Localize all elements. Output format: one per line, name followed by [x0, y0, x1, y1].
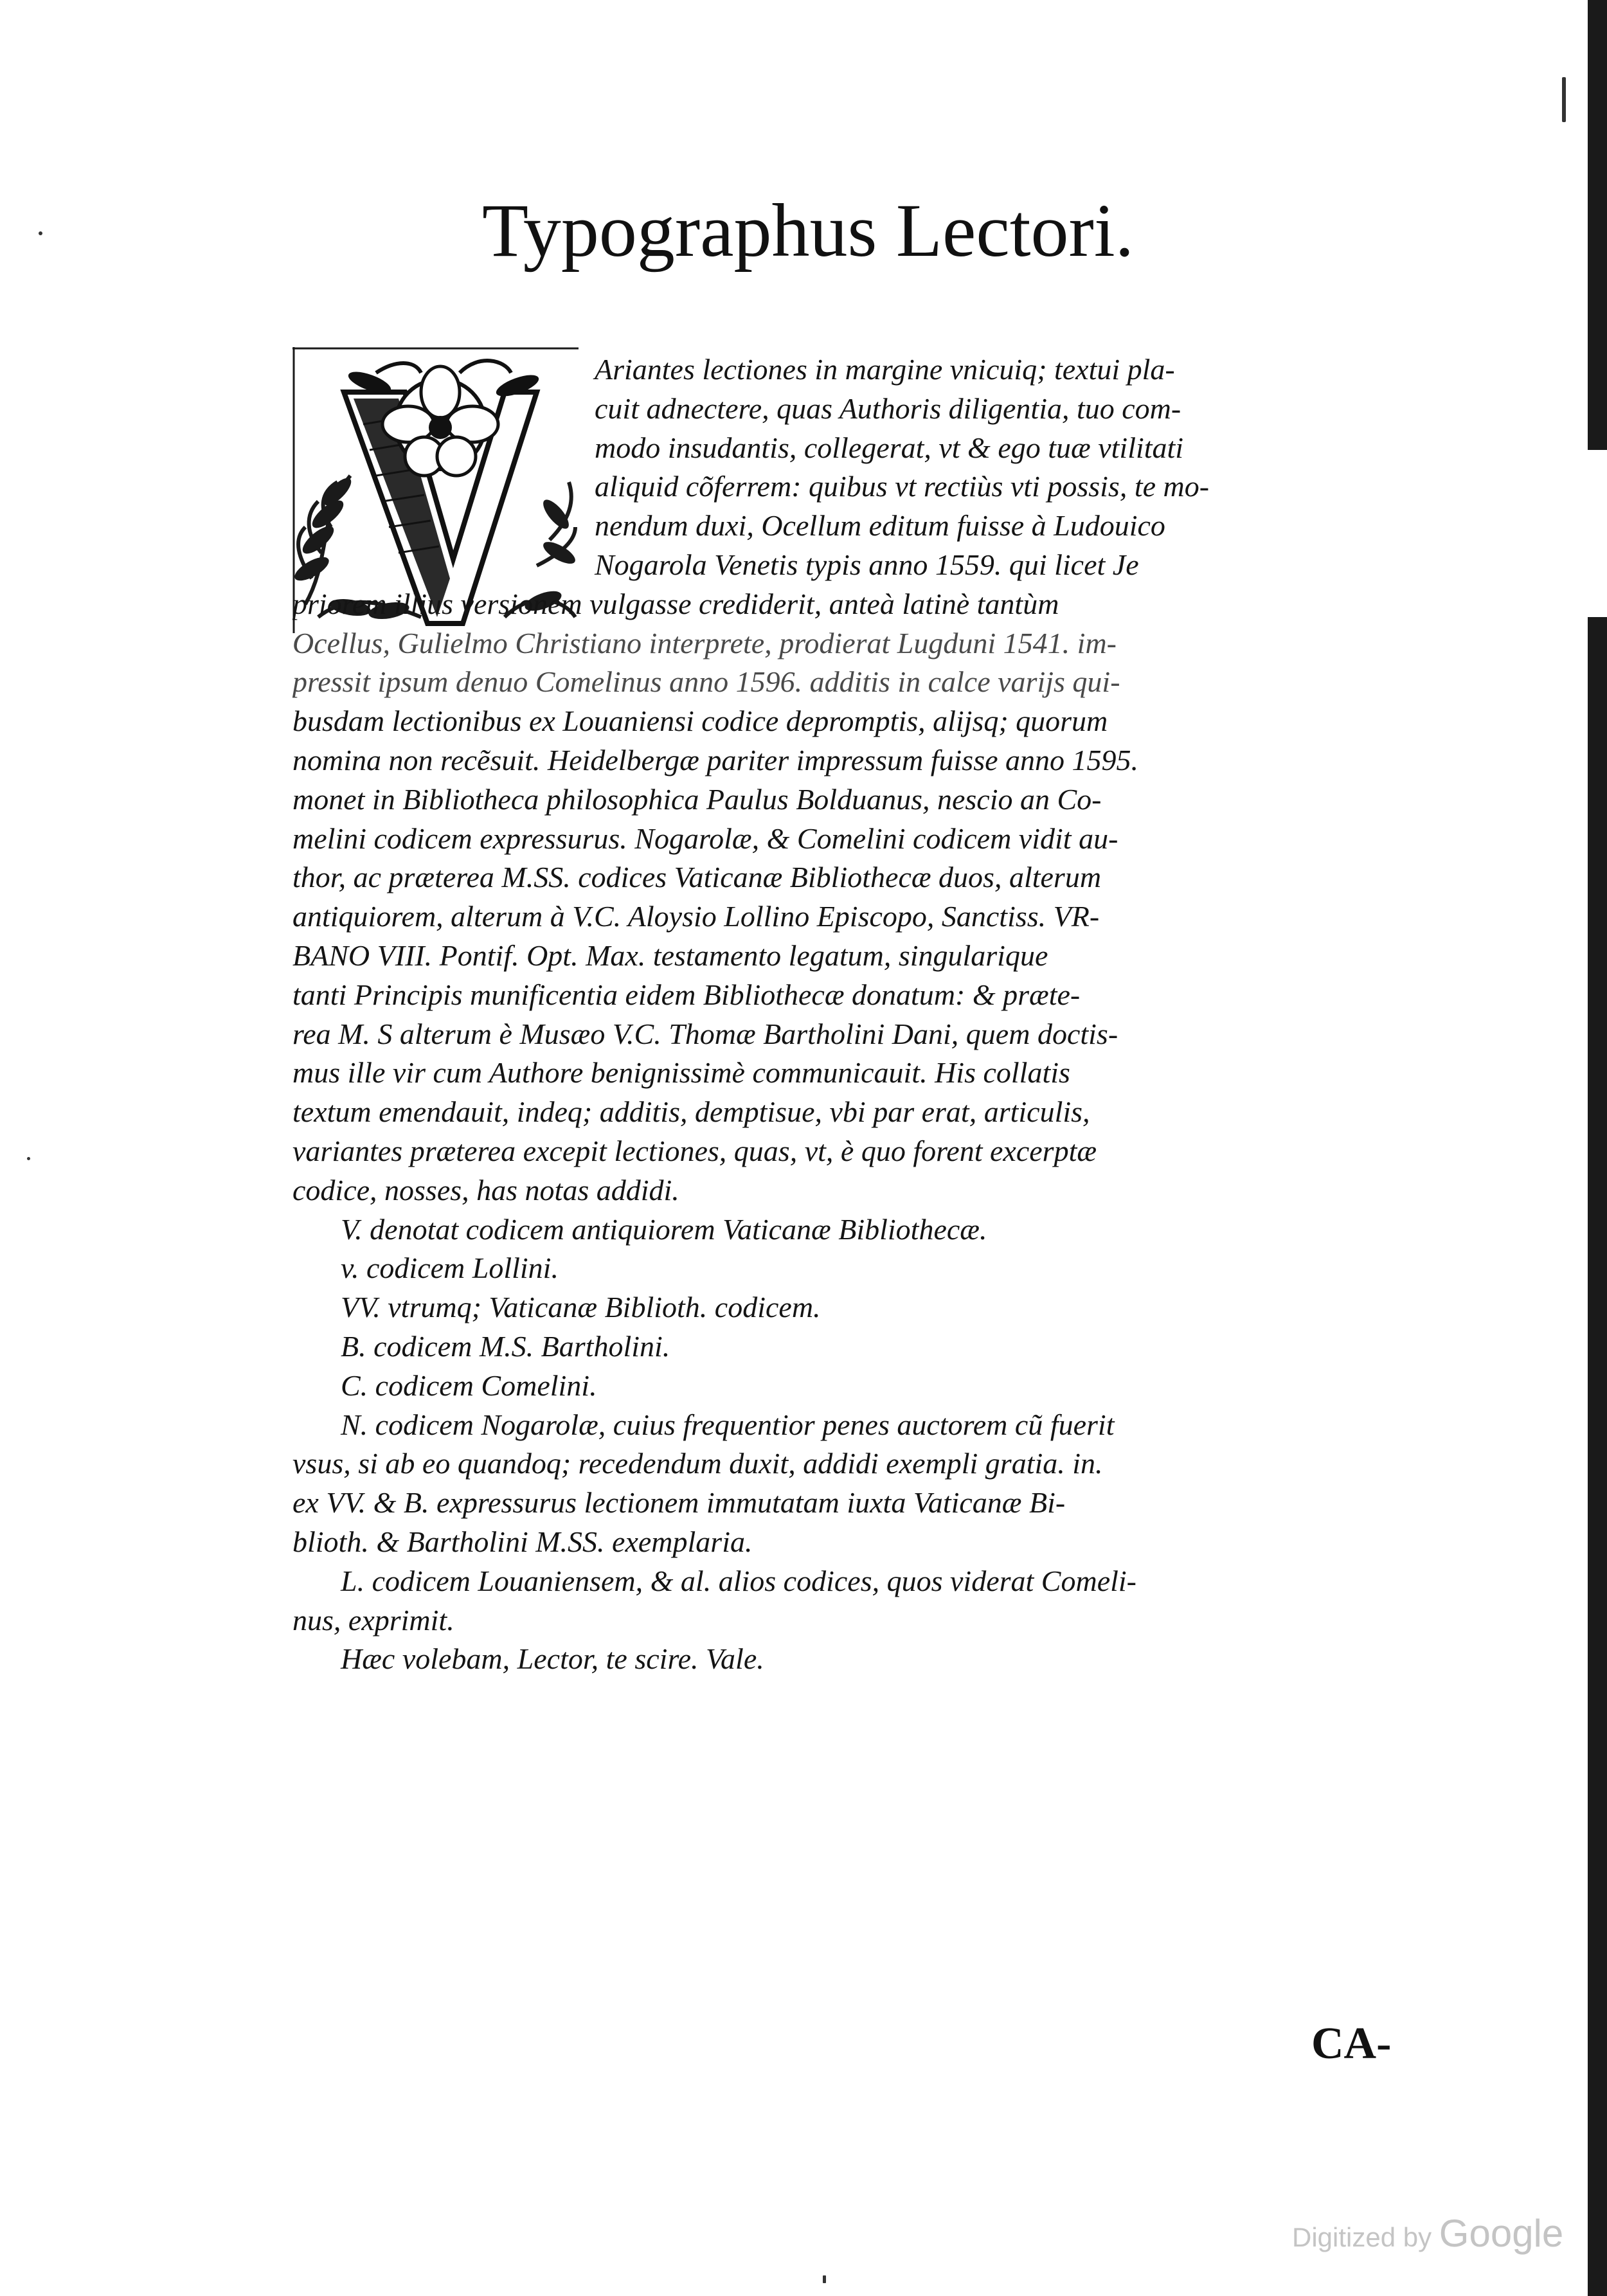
text-line: Hæc volebam, Lector, te scire. Vale. [341, 1642, 764, 1676]
text-line: pressit ipsum denuo Comelinus anno 1596. additis in calce varijs qui- [292, 665, 1120, 699]
catchword: CA- [1311, 2019, 1392, 2068]
watermark-prefix: Digitized by [1292, 2222, 1432, 2252]
text-line: vsus, si ab eo quandoq; recedendum duxit, addidi exempli gratia. in. [292, 1447, 1103, 1480]
watermark-brand: Google [1439, 2212, 1564, 2255]
text-line: antiquiorem, alterum à V.C. Aloysio Lollino Episcopo, Sanctiss. VR- [292, 900, 1100, 933]
text-line: priorem illius versionem vulgasse crediderit, anteà latinè tantùm [292, 587, 1059, 620]
text-line: Ocellus, Gulielmo Christiano interprete, prodierat Lugduni 1541. im- [292, 626, 1117, 659]
text-line: nendum duxi, Ocellum editum fuisse à Ludouico [595, 509, 1165, 543]
text-line: VV. vtrumq; Vaticanæ Biblioth. codicem. [341, 1291, 821, 1324]
text-line: modo insudantis, collegerat, vt & ego tuæ vtilitati [595, 431, 1184, 464]
page-title: Typographus Lectori. [482, 188, 1135, 273]
text-line: thor, ac præterea M.SS. codices Vaticanæ Bibliothecæ duos, alterum [292, 861, 1102, 894]
text-line: monet in Bibliotheca philosophica Paulus Bolduanus, nescio an Co- [292, 782, 1102, 816]
text-line: V. denotat codicem antiquiorem Vaticanæ Bibliothecæ. [341, 1212, 987, 1246]
text-line: nomina non recẽsuit. Heidelbergæ pariter impressum fuisse anno 1595. [292, 743, 1139, 776]
text-line: B. codicem M.S. Bartholini. [341, 1329, 670, 1363]
text-line: textum emendauit, indeq; additis, demptisue, vbi par erat, articulis, [292, 1095, 1090, 1129]
digitized-watermark [1292, 2211, 1563, 2256]
body-text [292, 350, 1450, 1679]
text-line: BANO VIII. Pontif. Opt. Max. testamento legatum, singularique [292, 938, 1048, 972]
text-line: variantes præterea excepit lectiones, quas, vt, è quo forent excerptæ [292, 1134, 1097, 1167]
text-line: codice, nosses, has notas addidi. [292, 1173, 679, 1206]
text-line: blioth. & Bartholini M.SS. exemplaria. [292, 1525, 753, 1558]
text-line: melini codicem expressurus. Nogarolæ, & Comelini codicem vidit au- [292, 821, 1118, 855]
text-line: C. codicem Comelini. [341, 1368, 597, 1402]
text-line: Ariantes lectiones in margine vnicuiq; textui pla- [595, 353, 1175, 386]
bleed-through [264, 222, 274, 269]
text-line: tanti Principis munificentia eidem Bibliothecæ donatum: & præte- [292, 978, 1081, 1011]
text-line: N. codicem Nogarolæ, cuius frequentior penes auctorem cũ fuerit [341, 1408, 1115, 1441]
text-line: cuit adnectere, quas Authoris diligentia, tuo com- [595, 391, 1181, 425]
text-line: mus ille vir cum Authore benignissimè communicauit. His collatis [292, 1056, 1070, 1090]
text-line: busdam lectionibus ex Louaniensi codice depromptis, alijsq; quorum [292, 704, 1108, 738]
text-line: nus, exprimit. [292, 1603, 454, 1637]
text-line: Nogarola Venetis typis anno 1559. qui licet Je [595, 548, 1139, 581]
page-edge-gap [1588, 450, 1607, 617]
text-line: v. codicem Lollini. [341, 1251, 559, 1285]
text-line: L. codicem Louaniensem, & al. alios codices, quos viderat Comeli- [341, 1564, 1137, 1597]
text-line: ex VV. & B. expressurus lectionem immutatam iuxta Vaticanæ Bi- [292, 1486, 1066, 1520]
text-line: rea M. S alterum è Musæo V.C. Thomæ Bartholini Dani, quem doctis- [292, 1017, 1118, 1050]
text-line: aliquid cõferrem: quibus vt rectiùs vti possis, te mo- [595, 470, 1210, 503]
page-edge-shadow [1588, 0, 1607, 2296]
